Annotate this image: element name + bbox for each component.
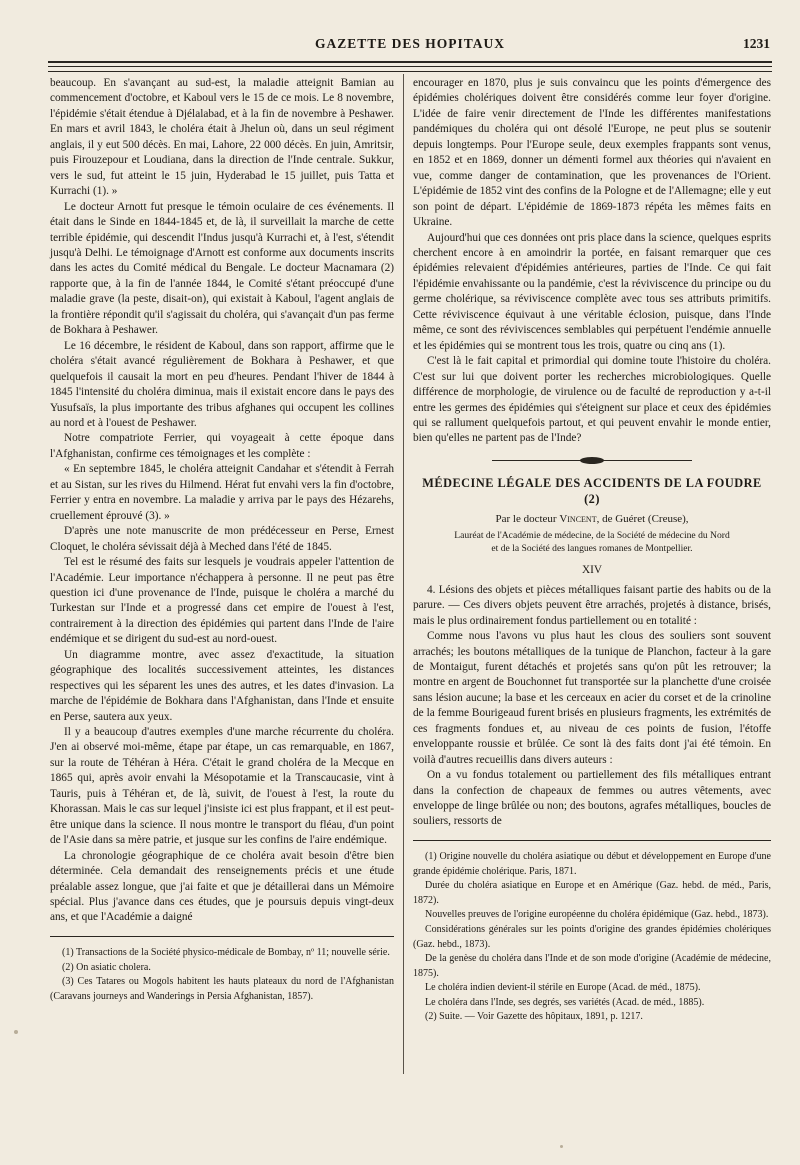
footnote-rule (50, 936, 394, 937)
section-ornament (413, 455, 771, 470)
footnote: (2) Suite. — Voir Gazette des hôpitaux, 1891, p. 1217. (425, 1011, 643, 1023)
footnote: (1) Origine nouvelle du choléra asiatique ou début et développement en Europe d'une grande épidémie cholérique. Paris, 1871. (413, 850, 771, 877)
footnote-rule (413, 840, 771, 841)
header-rule-thick (48, 61, 772, 63)
journal-title: GAZETTE DES HOPITAUX (314, 36, 506, 51)
right-footnotes (413, 850, 771, 1025)
paragraph: Il y a beaucoup d'autres exemples d'une marche récurrente du choléra. J'en ai observé moi-même, étape par étape, un cas remarquable, en 1867, sur la route de Téhéran à Héra. C'était le grand choléra de la Mecque en 1865 qui, après avoir envahi la Mésopotamie et la Transcaucasie, vint à Tauris, puis à Téhéran et, de là, suivit, de l'ouest à l'est, la route du Khorassan. Mais le cas sur lequel j'insiste ici est plus frappant, et il est peut-être unique dans la science. Il nous montre le transport du fléau, d'un point de l'Asie dans sa mère patrie, et jusque sur les confins de l'aire endémique. (50, 726, 394, 847)
header-rule-thin-2 (48, 71, 772, 72)
paragraph: Notre compatriote Ferrier, qui voyageait à cette époque dans l'Afghanistan, confirme ces témoignages et les complète : (50, 432, 394, 460)
left-column (50, 76, 394, 1004)
paragraph: Un diagramme montre, avec assez d'exactitude, la situation géographique des localités successivement atteintes, les distances respectives qui les séparent les unes des autres, et les dates d'invasion. La marche de l'épidémie de Bokhara dans l'Afghanistan, dans l'Inde et ensuite en Perse, sautera aux yeux. (50, 648, 394, 723)
section-paragraph: Comme nous l'avons vu plus haut les clous des souliers sont souvent arrachés; les boutons métalliques de la tunique de Planchon, facteur à la gare de Montaigut, furent détachés et projetés sans qu'on pût les retrouver; la montre en argent de Bouchonnet fut transportée sur la planchette d'une croisée sans lésion aucune; la base et les cerceaux en acier du corset et de la crinoline de la femme Bourigeaud furent brisés en plusieurs fragments, les extrémités de ces fragments fondues et, au niveau de ces points de fusion, l'étoffe enveloppante roussie et brûlée. Ce sont là des faits dont j'ai été témoin. En voilà d'autres recueillis dans divers auteurs : (413, 630, 771, 766)
paragraph: Le docteur Arnott fut presque le témoin oculaire de ces événements. Il était dans le Sinde en 1844-1845 et, de là, il surveillait la marche de cette terrible épidémie, qui descendit l'Indus jusqu'à Kurrachi et, à l'est, s'étendit jusqu'à Delhi. Le témoignage d'Arnott est conforme aux documents inscrits dans les actes du Comité médical du Bengale. Le docteur Macnamara (2) rapporte que, à la fin de l'année 1844, le Comité s'étant préoccupé d'une maladie grave (la peste, disait-on), qui existait à Kaboul, l'agent anglais de la frontière répondit qu'il s'agissait du choléra, qui s'avançait d'un pas ferme de Bokhara à Peshawer. (50, 200, 394, 337)
paragraph: Aujourd'hui que ces données ont pris place dans la science, quelques esprits cherchent encore à en amoindrir la portée, en faisant remarquer que ces épidémies relevaient d'épidémies antérieures, parties de l'Inde. Ce qui fait l'épidémie envahissante ou la pandémie, c'est la réviviscence du principe ou du germe cholérique, sa réviviscence complète avec tous ses attributs primitifs. Cette réviviscence équivaut à une véritable éclosion, puisque, dans l'Inde même, ce sont des réviviscences semblables qui perpétuent l'endémie annuelle et les épidémies qui se montrent tous les trois, quatre ou cinq ans (1). (413, 231, 771, 352)
paper-speck (560, 1145, 563, 1148)
quotation-paragraph: « En septembre 1845, le choléra atteignit Candahar et s'étendit à Ferrah et au Sistan, sur les rives du Hilmend. Hérat fut envahi vers la fin d'octobre, Ferrier y entra en novembre. La maladie y arriva par le pays des Hézarehs, cruellement éprouvé (3). » (50, 463, 394, 522)
paragraph: Le 16 décembre, le résident de Kaboul, dans son rapport, affirme que le choléra s'était avancé régulièrement de Bokhara à Peshawer, et que quelquefois il causait la mort en peu d'heures. Pendant l'hiver de 1844 à 1845 l'intensité du choléra diminua, mais il existait encore dans le pays des Yusufsaïs, la plus importante des tribus afghanes qui occupent les collines au nord et à l'ouest de Peshawer. (50, 339, 394, 429)
paragraph: Tel est le résumé des faits sur lesquels je voudrais appeler l'attention de l'Académie. Leur importance n'échappera à personne. Il ne peut pas être question ici d'une provenance de l'Inde, puisque le choléra a marché du Turkestan sur l'Inde et a progressé dans cet empire de l'ouest à l'est, contrairement à la direction des épidémies qui partent dans l'Inde de l'aire endémique et se dirigent du sud-est au nord-ouest. (50, 556, 394, 646)
page-number: 1231 (743, 36, 770, 51)
affiliation-line: Lauréat de l'Académie de médecine, de la Société de médecine du Nord (454, 530, 730, 542)
footnote: Nouvelles preuves de l'origine européenne du choléra épidémique (Gaz. hebd., 1873). (425, 909, 769, 921)
affiliation-line: et de la Société des langues romanes de Montpellier. (491, 543, 693, 555)
section-paragraph: On a vu fondus totalement ou partiellement des fils métalliques entrant dans la confection de chapeaux de femmes ou autres vêtements, avec enveloppe de linge brûlée ou non; des boutons, agrafes métalliques, boucles de souliers, ressorts de (413, 769, 771, 828)
paper-speck (14, 1030, 18, 1034)
footnote: Durée du choléra asiatique en Europe et en Amérique (Gaz. hebd. de méd., Paris, 1872). (413, 880, 771, 906)
paragraph: C'est là le fait capital et primordial qui domine toute l'histoire du choléra. C'est sur lui que doivent porter les recherches microbiologiques. Quelle différence de morphologie, de virulence ou de faculté de reproduction y a-t-il entre les germes des épidémies qui s'éteignent sur place et ceux des épidémies qui se rallument quelquefois partout, et qui peuvent envahir le monde entier, bien qu'elles ne partent pas de l'Inde? (413, 355, 771, 445)
byline-suffix: , de Guéret (Creuse), (596, 513, 689, 526)
paragraph: La chronologie géographique de ce choléra avait besoin d'être bien déterminée. Cela demandait des renseignements précis et une étude préalable assez longue, que j'ai faite et que je détaillerai dans un Mémoire spécial. Plus j'avance dans ces études, que je poursuis depuis vingt-deux ans, et que l'Académie a daigné (50, 849, 394, 924)
author-affiliation (413, 529, 771, 555)
footnote: (1) Transactions de la Société physico-médicale de Bombay, nº 11; nouvelle série. (62, 946, 390, 958)
footnote: De la genèse du choléra dans l'Inde et de son mode d'origine (Académie de médecine, 1875). (413, 953, 771, 979)
footnote: (2) On asiatic cholera. (62, 961, 151, 973)
column-separator (403, 74, 404, 1074)
ornament-divider (492, 457, 692, 465)
section-paragraph: 4. Lésions des objets et pièces métalliques faisant partie des habits ou de la parure. — Ces divers objets peuvent être arrachés, projetés à distance, brisés, mais le plus ordinairement fondus partiellement ou en totalité : (413, 583, 771, 627)
running-head (50, 36, 770, 58)
footnote: (3) Ces Tatares ou Mogols habitent les hauts plateaux du nord de l'Afghanistan (Caravans journeys and Wanderings in Persia Afghanistan, 1857). (50, 976, 394, 1002)
paragraph: encourager en 1870, plus je suis convaincu que les points d'émergence des épidémies cholériques doivent être considérés comme leur foyer d'origine. L'idée de faire venir directement de l'Inde les différentes manifestations pandémiques du choléra qui ont désolé l'Europe, ne peut plus se soutenir depuis longtemps. Pour l'Europe seule, deux exemples frappants sont venus, en 1852 et en 1869, donner un démenti formel aux théories qui n'avaient en vue, comme danger de contamination, que les provenances de l'Orient. L'épidémie de 1852 vint des confins de la Pologne et de l'Allemagne; elle y eut son point de départ. L'épidémie de 1869-1873 répéta les mêmes faits en Ukraine. (413, 77, 771, 229)
footnote: Considérations générales sur les points d'origine des grandes épidémies cholériques (Gaz. hebd., 1873). (413, 923, 771, 950)
byline-prefix: Par le docteur (495, 513, 560, 526)
footnote: Le choléra indien devient-il stérile en Europe (Acad. de méd., 1875). (425, 982, 701, 994)
left-footnotes (50, 946, 394, 1004)
header-rule-thin (48, 66, 772, 67)
right-column (413, 76, 771, 1025)
byline (413, 512, 771, 527)
footnote: Le choléra dans l'Inde, ses degrés, ses variétés (Acad. de méd., 1885). (425, 996, 705, 1008)
paragraph: beaucoup. En s'avançant au sud-est, la maladie atteignit Bamian au commencement d'octobre, et Kaboul vers le 15 de ce mois. Le 8 novembre, l'épidémie s'était étendue à Djélalabad, et à la fin de novembre à Peshawer. En mars et avril 1843, le choléra était à Jhelun où, dans un seul régiment anglais, il y eut 500 décès. En mai, Lahore, 22 000 décès. En juin, Amritsir, puis Firouzepour et Loudiana, dans la direction de l'Inde centrale. Sukkur, vers le sud, fut atteint le 15 juin, Hyderabad le 15 juillet, puis Tatta et Kurrachi (1). » (50, 77, 394, 198)
chapter-number: XIV (581, 564, 603, 577)
paragraph: D'après une note manuscrite de mon prédécesseur en Perse, Ernest Cloquet, le choléra sévissait déjà à Meched dans l'été de 1845. (50, 525, 394, 553)
section-title: MÉDECINE LÉGALE DES ACCIDENTS DE LA FOUDRE (2) (422, 476, 762, 506)
author-name: Vincent (559, 513, 597, 526)
